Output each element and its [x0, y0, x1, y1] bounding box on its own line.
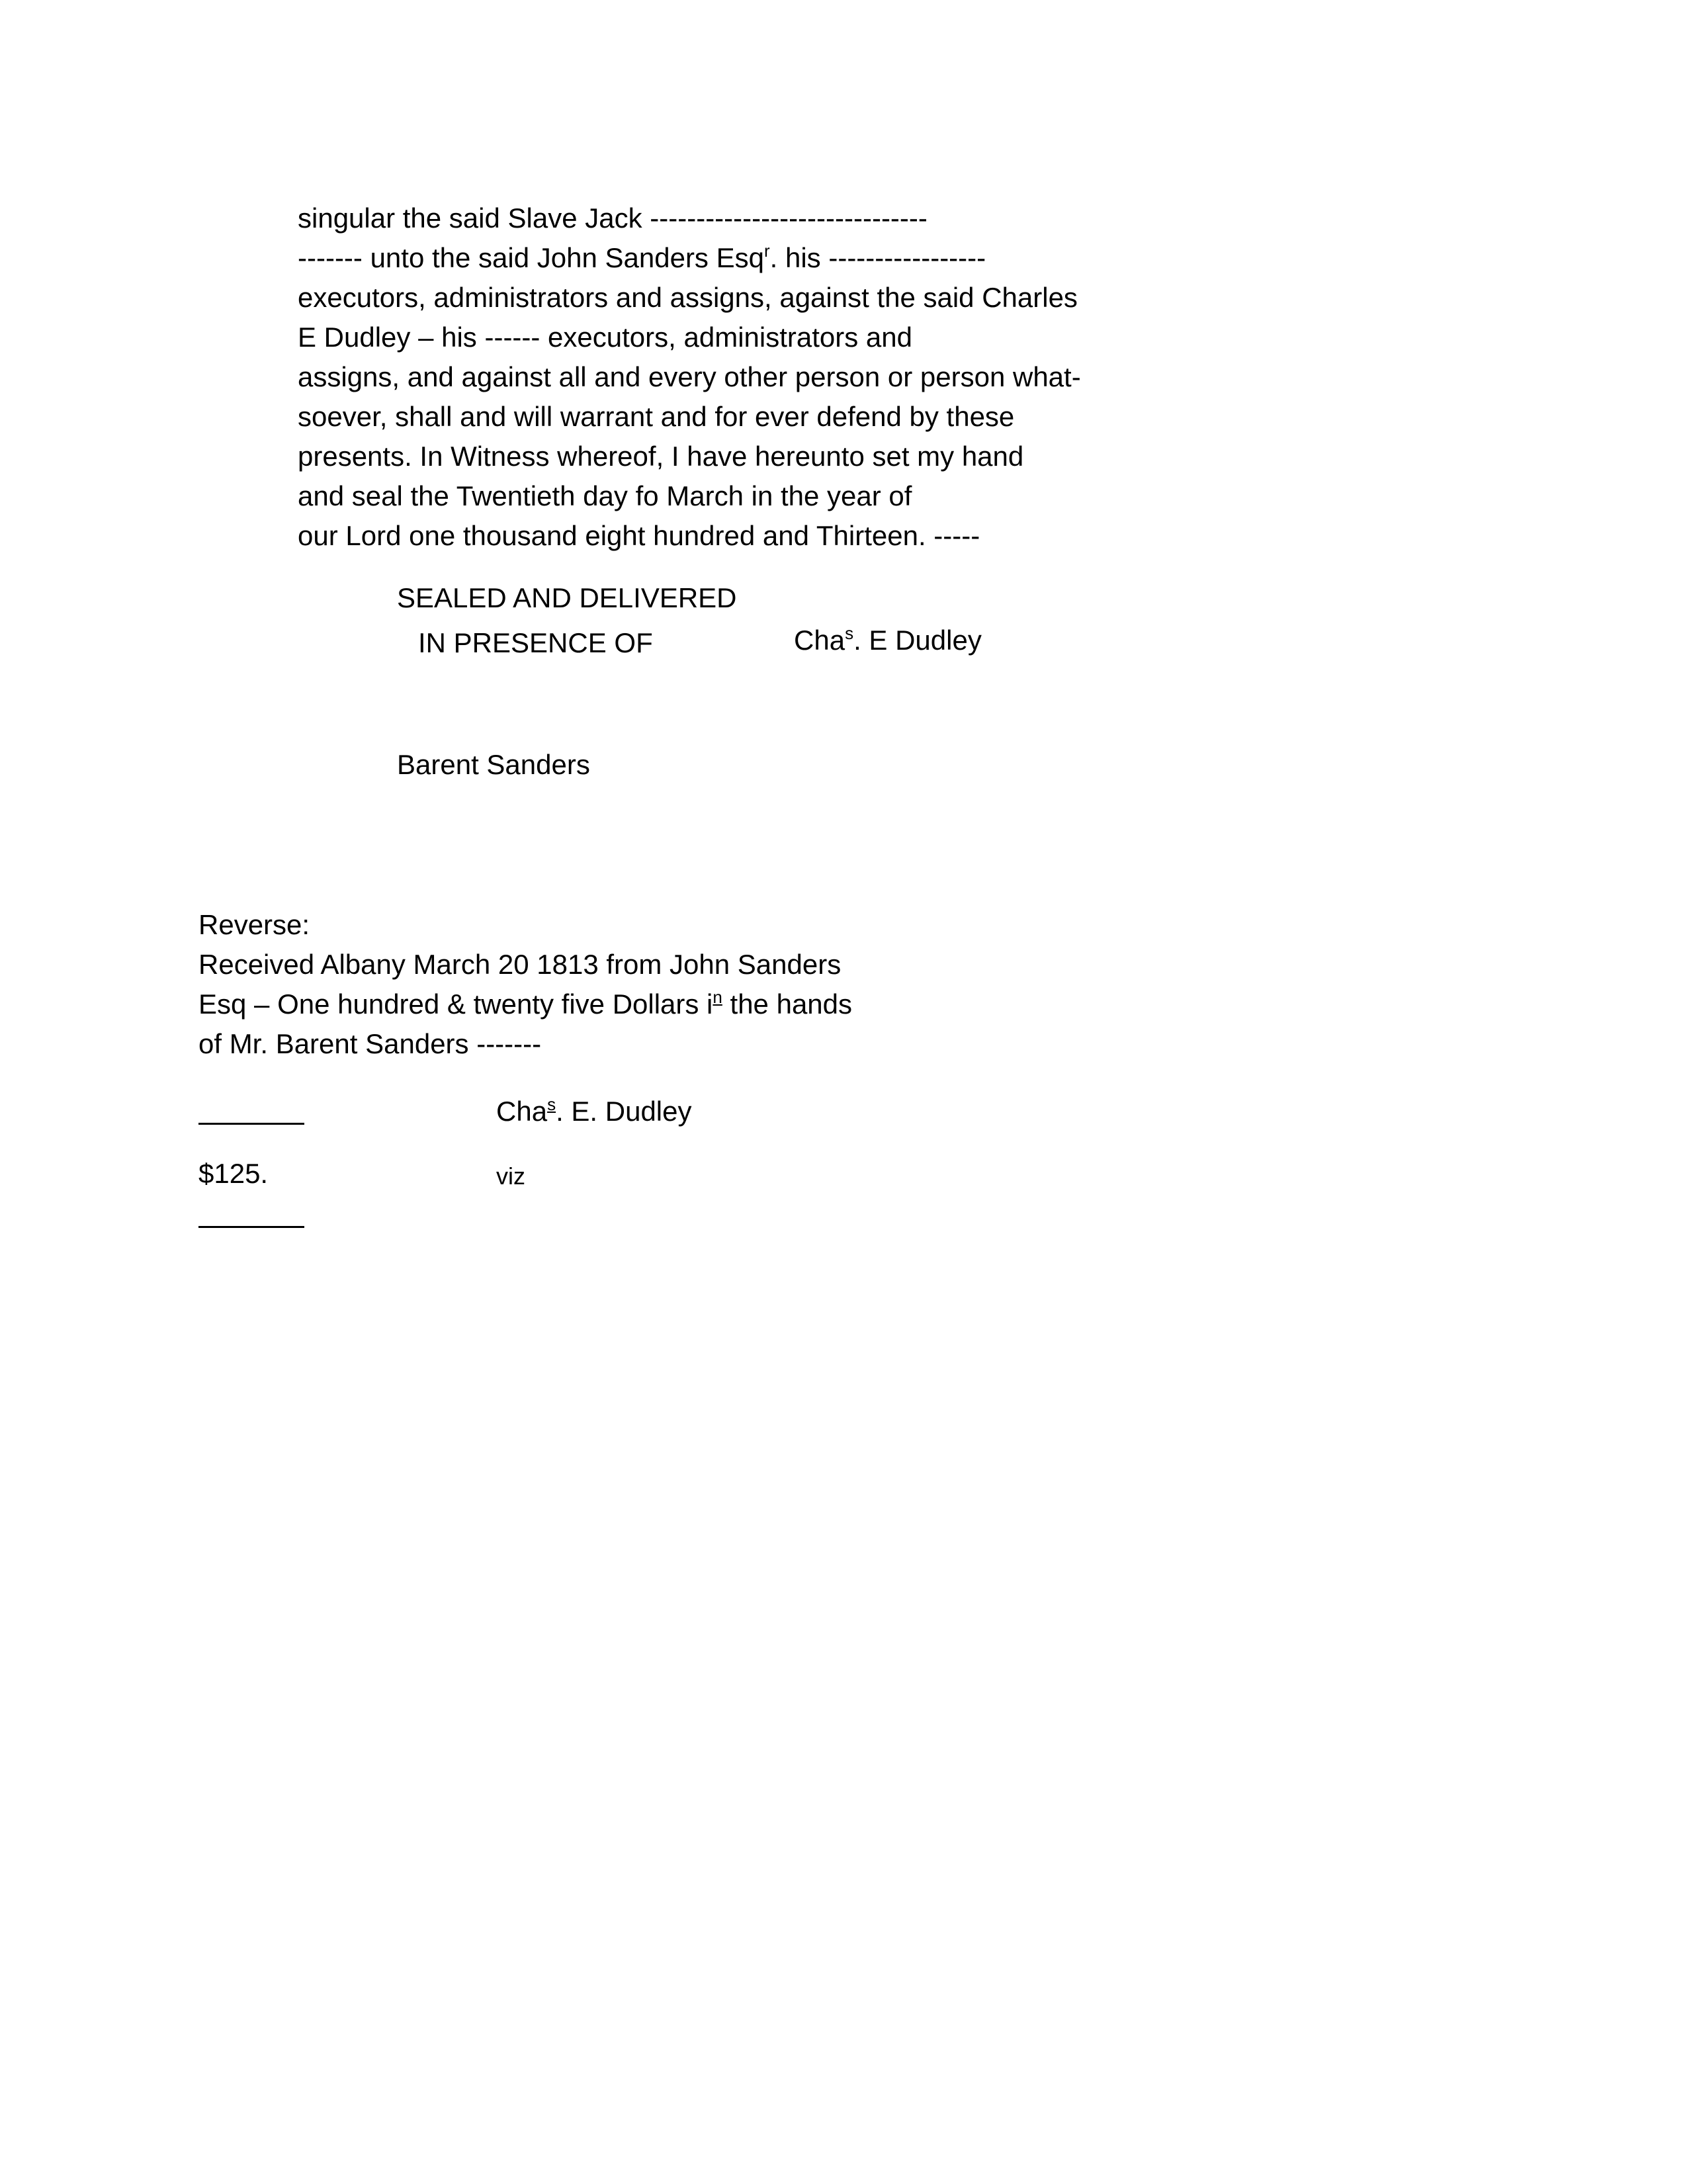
receipt-line-part: the hands [722, 988, 853, 1020]
deed-line: soever, shall and will warrant and for ever defend by these [298, 401, 1015, 432]
witness-name: Barent Sanders [397, 749, 590, 780]
reverse-receipt [198, 905, 852, 1064]
deed-line: executors, administrators and assigns, against the said Charles [298, 282, 1078, 313]
receipt-signer-rest: . E. Dudley [556, 1096, 692, 1127]
deed-line: assigns, and against all and every other person or person what- [298, 361, 1081, 392]
amount-rule-bottom [198, 1226, 304, 1228]
deed-line-part: ------- unto the said John Sanders Esq [298, 242, 764, 273]
amount-value: $125. [198, 1158, 269, 1189]
viz-text: viz [496, 1162, 525, 1190]
deed-line-part: . his ----------------- [769, 242, 986, 273]
receipt-line: of Mr. Barent Sanders ------- [198, 1028, 542, 1059]
deed-text [298, 198, 1081, 556]
signer-name [794, 621, 982, 660]
deed-line [298, 238, 1081, 278]
receipt-line: Received Albany March 20 1813 from John Sanders [198, 949, 842, 980]
signer-name-base: Cha [794, 625, 845, 656]
deed-line: our Lord one thousand eight hundred and Thirteen. ----- [298, 520, 980, 551]
signer-name-rest: . E Dudley [853, 625, 982, 656]
deed-line: presents. In Witness whereof, I have hereunto set my hand [298, 441, 1024, 472]
viz-note [496, 1157, 525, 1196]
receipt-signer-name [496, 1092, 692, 1131]
sealed-delivered-line: SEALED AND DELIVERED [397, 582, 737, 613]
witness-signature [397, 745, 590, 785]
receipt-signer-base: Cha [496, 1096, 548, 1127]
receipt-line-part: Esq – One hundred & twenty five Dollars i [198, 988, 713, 1020]
deed-signature [794, 621, 982, 660]
deed-line: E Dudley – his ------ executors, administrators and [298, 322, 912, 353]
receipt-superscript: n [713, 987, 722, 1007]
receipt-signer-superscript: s [547, 1094, 556, 1114]
amount-rule-top [198, 1123, 304, 1125]
reverse-heading: Reverse: [198, 909, 310, 940]
in-presence-line: IN PRESENCE OF [418, 627, 653, 658]
receipt-line [198, 984, 852, 1024]
attestation-clause [397, 576, 737, 666]
deed-line: and seal the Twentieth day fo March in the year of [298, 480, 912, 511]
superscript-r: r [763, 241, 770, 261]
receipt-signature [496, 1092, 692, 1131]
signer-name-superscript: s [845, 623, 854, 643]
deed-line: singular the said Slave Jack ------------------------------ [298, 202, 928, 234]
receipt-amount [198, 1154, 268, 1194]
